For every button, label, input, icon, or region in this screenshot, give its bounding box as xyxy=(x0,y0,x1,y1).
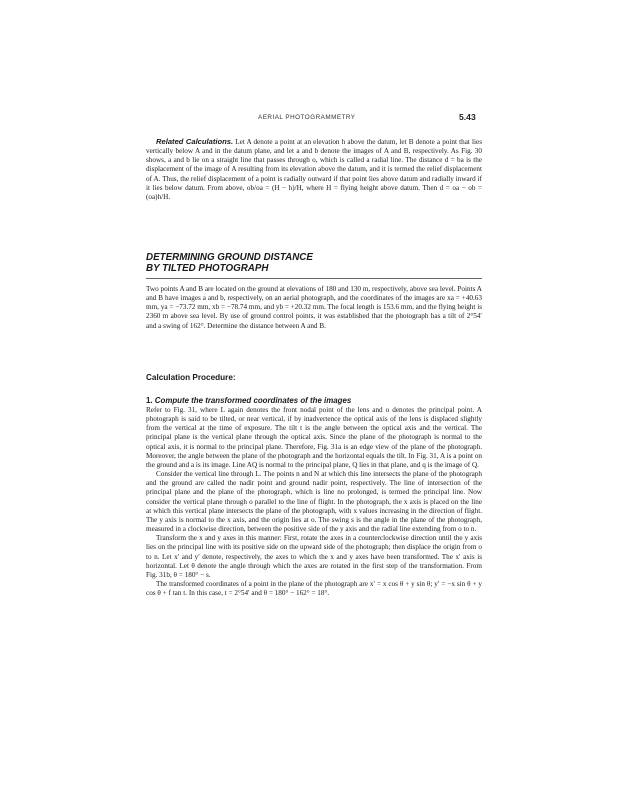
problem-statement: Two points A and B are located on the ground at elevations of 180 and 130 m, respectively, above sea level. Points A and B have images a and b, respectively, on an aerial photograph, and the coordinates of the images are xa = +40.63 mm, ya = −73.72 mm, xb = −78.74 mm, and yb = +20.32 mm. The focal length is 153.6 mm, and the flying height is 2360 m above sea level. By use of ground control points, it was established that the photograph has a tilt of 2°54′ and a swing of 162°. Determine the distance between A and B. xyxy=(146,285,482,330)
step-1-paragraph-2: Consider the vertical line through L. The points n and N at which this line intersects the plane of the photograph and the ground are called the nadir point and ground nadir point, respectively. The line of intersection of the principal plane and the plane of the photograph, which is line no prolonged, is termed the principal line. Now consider the vertical plane through o parallel to the line of flight. In the photograph, the x axis is placed on the line at which this vertical plane intersects the plane of the photograph, with x values increasing in the direction of flight. The y axis is normal to the x axis, and the origin lies at o. The swing s is the angle in the plane of the photograph, measured in a clockwise direction, between the positive side of the y axis and the radial line extending from o to n. xyxy=(146,470,482,534)
procedure-heading-block xyxy=(146,373,482,382)
step-1-block xyxy=(146,396,482,598)
related-calculations-block xyxy=(146,137,482,202)
step-1-paragraph-3: Transform the x and y axes in this manner: First, rotate the axes in a counterclockwise direction until the y axis lies on the principal line with its positive side on the upward side of the photograph; then displace the origin from o to n. Let x′ and y′ denote, respectively, the axes to which the x and y axes have been transformed. The x′ axis is horizontal. Let θ denote the angle through which the axes are rotated in the first step of the transformation. From Fig. 31b, θ = 180° − s. xyxy=(146,534,482,579)
section-title-line-1: DETERMINING GROUND DISTANCE xyxy=(146,252,313,263)
step-1-heading xyxy=(146,396,482,405)
running-header-title: AERIAL PHOTOGRAMMETRY xyxy=(258,114,356,121)
section-heading-block xyxy=(146,252,482,279)
step-1-title: Compute the transformed coordinates of the images xyxy=(154,396,352,405)
section-title-line-2: BY TILTED PHOTOGRAPH xyxy=(146,263,269,275)
step-1-paragraph-1: Refer to Fig. 31, where L again denotes the front nodal point of the lens and o denotes the principal point. A photograph is said to be tilted, or near vertical, if by inadvertence the optical axis of the lens is displaced slightly from the vertical at the time of exposure. The tilt t is the angle between the optical axis and the vertical. The principal plane is the vertical plane through the optical axis. Since the plane of the photograph is normal to the optical axis, it is normal to the principal plane. Therefore, Fig. 31a is an edge view of the plane of the photograph. Moreover, the angle between the plane of the photograph and the horizontal equals the tilt. In Fig. 31, A is a point on the ground and a is its image. Line AQ is normal to the principal plane, Q lies in that plane, and q is the image of Q. xyxy=(146,406,482,469)
related-calculations-text: Let A denote a point at an elevation h above the datum, let B denote a point that lies vertically below A and in the datum plane, and let a and b denote the images of A and B, respectively. As Fig. 30 shows, a and b lie on a straight line that passes through o, which is called a radial line. The distance d = ba is the displacement of the image of A resulting from its elevation above the datum, and it is termed the relief displacement of A. Thus, the relief displacement of a point is radially outward if that point lies above datum and radially inward if it lies below datum. From above, ob/oa = (H − h)/H, where H = flying height above datum. Then d = oa − ob = (oa)h/H. xyxy=(146,138,482,201)
step-1-paragraph-4: The transformed coordinates of a point in the plane of the photograph are x′ = x cos θ + y sin θ; y′ = −x sin θ + y cos θ + f tan t. In this case, t = 2°54′ and θ = 180° − 162° = 18°. xyxy=(146,579,482,598)
step-1-number: 1. xyxy=(146,396,153,405)
section-rule xyxy=(146,278,482,279)
related-calculations-paragraph xyxy=(146,137,482,202)
related-calculations-lead: Related Calculations. xyxy=(156,137,234,146)
problem-block xyxy=(146,285,482,331)
calculation-procedure-heading: Calculation Procedure: xyxy=(146,373,236,382)
page-number: 5.43 xyxy=(459,112,476,122)
